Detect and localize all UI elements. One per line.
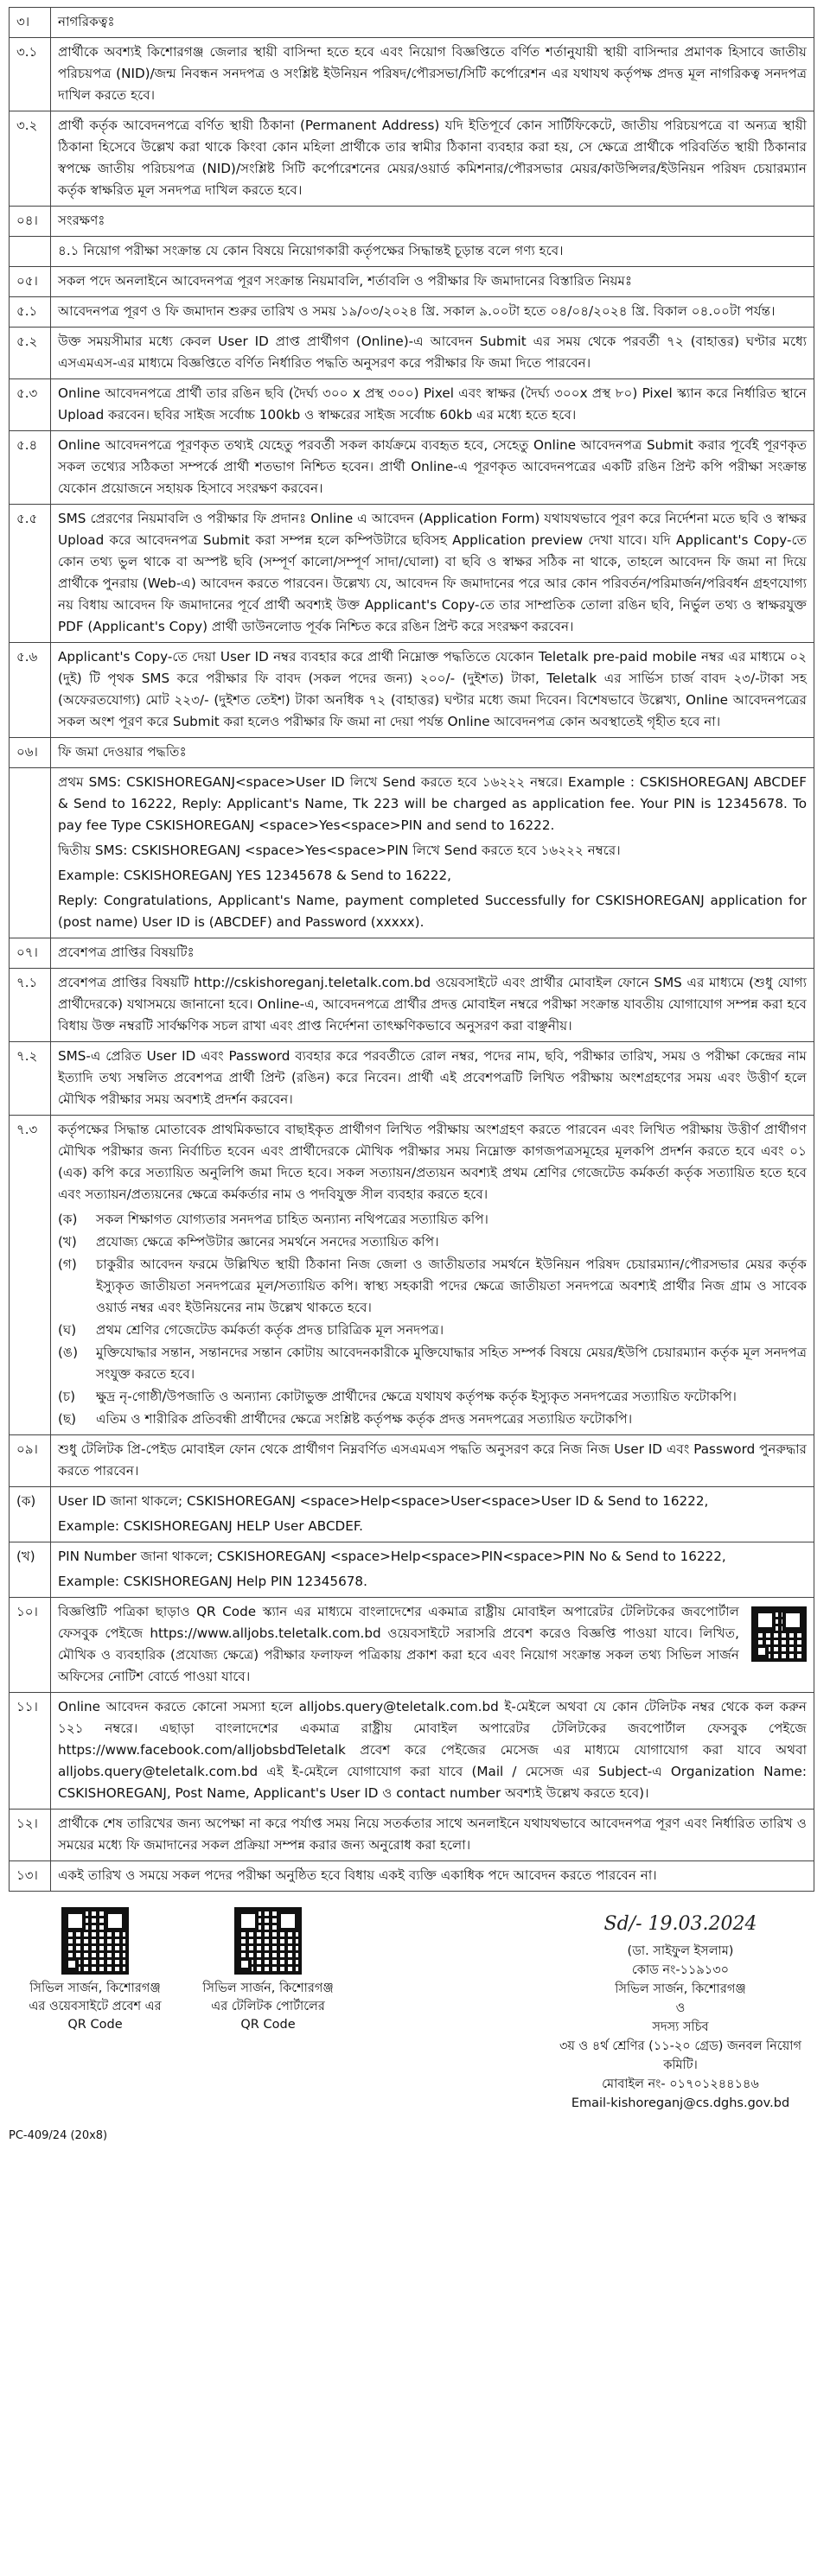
notice-row [10, 768, 814, 938]
paragraph: Example: CSKISHOREGANJ YES 12345678 & Send to 16222, [58, 868, 451, 883]
item-number: ৫.১ [10, 297, 51, 328]
sub-item-label: (গ) [58, 1256, 77, 1272]
item-number: (খ) [10, 1542, 51, 1598]
qr-label-line: QR Code [240, 2018, 296, 2032]
sub-item-label: (চ) [58, 1389, 76, 1404]
paragraph: প্রার্থীকে অবশ্যই কিশোরগঞ্জ জেলার স্থায়ী বাসিন্দা হতে হবে এবং নিয়োগ বিজ্ঞপ্তিতে বর্ণিত শর্তানুযায়ী স্থায়ী বাসিন্দার প্রমাণক হিসাবে জাতীয় পরিচয়পত্র (NID)/জন্ম নিবন্ধন সনদপত্র ও সংশ্লিষ্ট ইউনিয়ন পরিষদ/পৌরসভা/সিটি কর্পোরেশন এর যথাযথ কর্তৃপক্ষ প্রদত্ত মূল নাগরিকত্ব সনদপত্র দাখিল করতে হবে। [58, 44, 807, 103]
item-number: (ক) [10, 1487, 51, 1542]
signatory-line: সিভিল সার্জন, কিশোরগঞ্জ [615, 1982, 746, 1996]
sub-item [58, 1386, 807, 1408]
footer [9, 1907, 814, 2113]
paragraph: Reply: Congratulations, Applicant's Name, payment completed Successfully for CSKISHOREGANJ application for (post name) User ID is (ABCDEF) and Password (xxxxx). [58, 893, 807, 930]
paragraph: আবেদনপত্র পূরণ ও ফি জমাদান শুরুর তারিখ ও সময় ১৯/০৩/২০২৪ খ্রি. সকাল ৯.০০টা হতে ০৪/০৪/২০২৪ খ্রি. বিকাল ০৪.০০টা পর্যন্ত। [58, 303, 776, 319]
paragraph: Example: CSKISHOREGANJ Help PIN 12345678. [58, 1574, 367, 1589]
item-text [51, 505, 814, 643]
item-number: ৩.২ [10, 111, 51, 207]
item-number [10, 768, 51, 938]
paragraph: দ্বিতীয় SMS: CSKISHOREGANJ <space>Yes<space>PIN লিখে Send করতে হবে ১৬২২২ নম্বরে। [58, 843, 621, 858]
notice-row [10, 1861, 814, 1892]
notice-row [10, 643, 814, 738]
notice-row [10, 1693, 814, 1810]
sub-item-text: সকল শিক্ষাগত যোগ্যতার সনদপত্র চাহিত অন্যান্য নথিপত্রের সত্যায়িত কপি। [96, 1212, 488, 1227]
sub-item [58, 1342, 807, 1385]
paragraph: PIN Number জানা থাকলে; CSKISHOREGANJ <space>Help<space>PIN<space>PIN No & Send to 16222, [58, 1549, 726, 1564]
signature: Sd/- 19.03.2024 [603, 1913, 757, 1935]
paragraph: উক্ত সময়সীমার মধ্যে কেবল User ID প্রাপ্ত প্রার্থীগণ (Online)-এ আবেদন Submit এর সময় থেকে পরবর্তী ৭২ (বাহাত্তর) ঘণ্টার মধ্যে এসএমএস-এর মাধ্যমে বিজ্ঞপ্তিতে বর্ণিত নির্ধারিত পদ্ধতি অনুসরণ করে পরীক্ষার ফি জমা দিতে পারবেন। [58, 334, 807, 371]
sub-item [58, 1320, 807, 1341]
qr-label-line: এর ওয়েবসাইটে প্রবেশ এর [29, 2000, 162, 2013]
item-number: ৫.২ [10, 328, 51, 379]
notice-row [10, 1042, 814, 1116]
item-number: ৫.৩ [10, 379, 51, 431]
paragraph: সকল পদে অনলাইনে আবেদনপত্র পূরণ সংক্রান্ত নিয়মাবলি, শর্তাবলি ও পরীক্ষার ফি জমাদানের বিস্তারিত নিয়মঃ [58, 273, 633, 289]
sub-item [58, 1209, 807, 1231]
item-number: ১০। [10, 1598, 51, 1693]
qr-label-line: সিভিল সার্জন, কিশোরগঞ্জ [29, 1981, 161, 1995]
notice-table [9, 7, 814, 1892]
paragraph: প্রথম SMS: CSKISHOREGANJ<space>User ID লিখে Send করতে হবে ১৬২২২ নম্বরে। Example : CSKISHOREGANJ ABCDEF & Send to 16222, Reply: Applicant's Name, Tk 223 will be charged as application fee. Your PIN is 12345678. To pay fee Type CSKISHOREGANJ <space>Yes<space>PIN and send to 16222. [58, 774, 807, 833]
paragraph: Online আবেদনপত্রে পূরণকৃত তথ্যই যেহেতু পরবর্তী সকল কার্যক্রমে ব্যবহৃত হবে, সেহেতু Online আবেদনপত্র Submit করার পূর্বেই পূরণকৃত সকল তথ্যের সঠিকতা সম্পর্কে প্রার্থী শতভাগ নিশ্চিত হবেন। প্রার্থী Online-এ পূরণকৃত আবেদনপত্রের একটি রঙিন প্রিন্ট কপি পরীক্ষা সংক্রান্ত যেকোন প্রয়োজনে সহায়ক হিসাবে সংরক্ষণ করবেন। [58, 437, 807, 496]
item-number: ০৭। [10, 938, 51, 969]
sub-item-label: (ঘ) [58, 1322, 77, 1338]
sub-item-label: (খ) [58, 1234, 77, 1250]
notice-row [10, 938, 814, 969]
qr-code-icon[interactable] [61, 1907, 129, 1975]
signatory-line: মোবাইল নং- ০১৭০১২৪৪১৪৬ [602, 2077, 759, 2091]
notice-row [10, 237, 814, 267]
paragraph: Online আবেদন করতে কোনো সমস্যা হলে alljobs.query@teletalk.com.bd ই-মেইলে অথবা যে কোন টেলিটক নম্বর থেকে কল করুন ১২১ নম্বরে। এছাড়া বাংলাদেশের একমাত্র রাষ্ট্রীয় মোবাইল অপারেটর টেলিটকের জবপোর্টাল ফেসবুক পেইজে https://www.facebook.com/alljobsbdTeletalk প্রবেশ করে পেইজের মেসেজ এর মাধ্যমে যোগাযোগ করা যাবে অথবা alljobs.query@teletalk.com.bd এই ই-মেইলে যোগাযোগ করা যাবে (Mail / মেসেজ এর Subject-এ Organization Name: CSKISHOREGANJ, Post Name, Applicant's User ID ও contact number অবশ্যই উল্লেখ করতে হবে)। [58, 1699, 807, 1801]
item-text [51, 1598, 814, 1693]
sub-item-label: (ক) [58, 1212, 78, 1227]
item-text [51, 738, 814, 768]
qr-label-line: এর টেলিটক পোর্টালের [211, 2000, 325, 2013]
paragraph: Online আবেদনপত্রে প্রার্থী তার রঙিন ছবি (দৈর্ঘ্য ৩০০ x প্রস্থ ৩০০) Pixel এবং স্বাক্ষর (দৈর্ঘ্য ৩০০x প্রস্থ ৮০) Pixel স্ক্যান করে নির্ধারিত স্থানে Upload করবেন। ছবির সাইজ সর্বোচ্চ 100kb ও স্বাক্ষরের সাইজ সর্বোচ্চ 60kb এর মধ্যে হতে হবে। [58, 385, 807, 423]
notice-row [10, 207, 814, 237]
item-text [51, 38, 814, 111]
item-text [51, 1542, 814, 1598]
qr-label-line: সিভিল সার্জন, কিশোরগঞ্জ [202, 1981, 334, 1995]
notice-row [10, 1487, 814, 1542]
item-text [51, 643, 814, 738]
signatory-line: কোড নং-১১৯১৩০ [631, 1963, 730, 1977]
notice-row [10, 267, 814, 297]
qr-portal-block [182, 1907, 354, 2034]
notice-row [10, 1810, 814, 1861]
item-number: ৩। [10, 8, 51, 38]
item-number: ৫.৬ [10, 643, 51, 738]
notice-row [10, 1116, 814, 1435]
signatory-line: (ডা. সাইফুল ইসলাম) [627, 1944, 734, 1958]
paragraph: Applicant's Copy-তে দেয়া User ID নম্বর ব্যবহার করে প্রার্থী নিম্নোক্ত পদ্ধতিতে যেকোন Teletalk pre-paid mobile নম্বর এর মাধ্যমে ০২ (দুই) টি পৃথক SMS করে পরীক্ষার ফি বাবদ (সকল পদের জন্য) ২০০/- (দুইশত) টাকা, Teletalk এর সার্ভিস চার্জ বাবদ ২৩/-টাকা সহ (অফেরতযোগ্য) মোট ২২৩/- (দুইশত তেইশ) টাকা অনধিক ৭২ (বাহাত্তর) ঘণ্টার মধ্যে জমা দিবেন। বিশেষভাবে উল্লেখ্য, Online আবেদনপত্রের সকল অংশ পূরণ করে Submit করা হলেও পরীক্ষার ফি জমা না দেয়া পর্যন্ত Online আবেদনপত্র কোন অবস্থাতেই গৃহীত হবে না। [58, 649, 807, 729]
paragraph: প্রবেশপত্র প্রাপ্তির বিষয়টিঃ [58, 945, 195, 960]
item-number: ৭.২ [10, 1042, 51, 1116]
notice-row [10, 1598, 814, 1693]
item-text [51, 768, 814, 938]
notice-row [10, 505, 814, 643]
item-text [51, 1116, 814, 1435]
notice-row [10, 328, 814, 379]
sub-item-text: এতিম ও শারীরিক প্রতিবন্ধী প্রার্থীদের ক্ষেত্রে সংশ্লিষ্ট কর্তৃপক্ষ কর্তৃক প্রদত্ত সনদপত্রের সত্যায়িত ফটোকপি। [96, 1411, 633, 1427]
notice-row [10, 431, 814, 505]
signatory-line: সদস্য সচিব [652, 2020, 709, 2034]
paragraph: SMS প্রেরণের নিয়মাবলি ও পরীক্ষার ফি প্রদানঃ Online এ আবেদন (Application Form) যথাযথভাবে পূরণ করে নির্দেশনা মতে ছবি ও স্বাক্ষর Upload করে আবেদনপত্র Submit করা সম্পন্ন হলে কম্পিউটারে ছবিসহ Application preview দেখা যাবে। যদি Applicant's Copy-তে কোন তথ্য ভুল থাকে বা অস্পষ্ট ছবি (সম্পূর্ণ কালো/সম্পূর্ণ সাদা/ঘোলা) বা ছবি ও স্বাক্ষর সঠিক না থাকে, তাহলে আবেদন ফি জমা না দিয়ে প্রার্থীকে পুনরায় (Web-এ) আবেদন করতে পারবেন। উল্লেখ্য যে, আবেদন ফি জমাদানের পরে আর কোন পরিবর্তন/পরিমার্জন/পরিবর্ধন গ্রহণযোগ্য নয় বিধায় আবেদন ফি জমাদানের পূর্বে প্রার্থী অবশ্যই উক্ত Applicant's Copy-তে তার সাম্প্রতিক তোলা রঙিন ছবি, নির্ভুল তথ্য ও স্বাক্ষরযুক্ত PDF (Applicant's Copy) প্রার্থী ডাউনলোড পূর্বক নিশ্চিত করে রঙিন প্রিন্ট করে সংরক্ষণ করবেন। [58, 511, 807, 634]
item-number: ০৪। [10, 207, 51, 237]
paragraph: প্রার্থী কর্তৃক আবেদনপত্রে বর্ণিত স্থায়ী ঠিকানা (Permanent Address) যদি ইতিপূর্বে কোন সার্টিফিকেটে, জাতীয় পরিচয়পত্রে বা অন্যত্র স্থায়ী ঠিকানা হিসেবে উল্লেখ করা থাকে কিংবা কোন মহিলা প্রার্থীকে তার স্বামীর ঠিকানা ব্যবহার করা হয়, সে ক্ষেত্রে প্রার্থীকে পরিবর্তিত স্থায়ী ঠিকানার স্বপক্ষে জাতীয় পরিচয়পত্র (NID)/সংশ্লিষ্ট সিটি কর্পোরেশনের মেয়র/ওয়ার্ড কমিশনার/পৌরসভার মেয়র/কাউন্সিলর/ইউনিয়ন পরিষদ চেয়ারম্যান কর্তৃক স্বাক্ষরিত মূল সনদপত্র দাখিল করতে হবে। [58, 118, 807, 198]
sub-item-label: (ঙ) [58, 1345, 78, 1360]
item-text [51, 237, 814, 267]
item-number: ০৯। [10, 1435, 51, 1487]
item-text [51, 1435, 814, 1487]
item-number: ৫.৫ [10, 505, 51, 643]
signatory-line: ও [675, 2001, 686, 2015]
sub-item-text: প্রযোজ্য ক্ষেত্রে কম্পিউটার জ্ঞানের সমর্থনে সনদের সত্যায়িত কপি। [96, 1234, 439, 1250]
item-text [51, 267, 814, 297]
paragraph: বিজ্ঞপ্তিটি পত্রিকা ছাড়াও QR Code স্ক্যান এর মাধ্যমে বাংলাদেশের একমাত্র রাষ্ট্রীয় মোবাইল অপারেটর টেলিটকের জবপোর্টাল ফেসবুক পেইজে https://www.alljobs.teletalk.com.bd ওয়েবসাইটে সরাসরি প্রবেশ করেও বিজ্ঞপ্তি পাওয়া যাবে। লিখিত, মৌখিক ও ব্যবহারিক (প্রযোজ্য ক্ষেত্রে) পরীক্ষার ফলাফল পত্রিকায় প্রকাশ করা হবে এবং নিয়োগ সংক্রান্ত সকল তথ্য সিভিল সার্জন অফিসের নোটিশ বোর্ডে পাওয়া যাবে। [58, 1604, 739, 1684]
item-number: ৫.৪ [10, 431, 51, 505]
paragraph: সংরক্ষণঃ [58, 213, 105, 228]
item-text [51, 1693, 814, 1810]
paragraph: প্রার্থীকে শেষ তারিখের জন্য অপেক্ষা না করে পর্যাপ্ত সময় নিয়ে সতর্কতার সাথে অনলাইনে যথাযথভাবে আবেদনপত্র পূরণ এবং নির্ধারিত তারিখ ও সময়ের মধ্যে ফি জমাদানের সকল প্রক্রিয়া সম্পন্ন করার জন্য অনুরোধ করা হলো। [58, 1816, 807, 1853]
paragraph: কর্তৃপক্ষের সিদ্ধান্ত মোতাবেক প্রাথমিকভাবে বাছাইকৃত প্রার্থীগণ লিখিত পরীক্ষায় অংশগ্রহণ করতে পারবেন এবং লিখিত পরীক্ষায় উত্তীর্ণ প্রার্থীগণ মৌখিক পরীক্ষার জন্য নির্বাচিত হবেন এবং প্রার্থীদেরকে মৌখিক পরীক্ষার সময় নিম্নোক্ত কাগজপত্রসমূহের মূলকপি প্রদর্শন করতে হবে এবং ০১ (এক) কপি করে সত্যায়িত অনুলিপি জমা দিতে হবে। সকল সত্যায়ন/প্রত্যয়ন অবশ্যই প্রথম শ্রেণির গেজেটেড কর্মকর্তা কর্তৃক সত্যায়িত হতে হবে এবং সত্যায়ন/প্রত্যয়নের ক্ষেত্রে কর্মকর্তার নাম ও পদবিযুক্ত সীল ব্যবহার করতে হবে। [58, 1122, 807, 1202]
item-text [51, 207, 814, 237]
item-text [51, 1861, 814, 1892]
item-number [10, 237, 51, 267]
paragraph: একই তারিখ ও সময়ে সকল পদের পরীক্ষা অনুষ্ঠিত হবে বিধায় একই ব্যক্তি একাধিক পদে আবেদন করতে পারবেন না। [58, 1867, 657, 1883]
qr-website-block [9, 1907, 182, 2034]
signature-block [555, 1907, 814, 2113]
notice-row [10, 379, 814, 431]
signatory-line: ৩য় ও ৪র্থ শ্রেণির (১১-২০ গ্রেড) জনবল নিয়োগ কমিটি। [559, 2039, 802, 2072]
paragraph: ৪.১ নিয়োগ পরীক্ষা সংক্রান্ত যে কোন বিষয়ে নিয়োগকারী কর্তৃপক্ষের সিদ্ধান্তই চূড়ান্ত বলে গণ্য হবে। [58, 243, 564, 258]
item-text [51, 297, 814, 328]
qr-code-icon[interactable] [751, 1606, 807, 1662]
paragraph: ফি জমা দেওয়ার পদ্ধতিঃ [58, 744, 187, 760]
sub-item-text: ক্ষুদ্র নৃ-গোষ্ঠী/উপজাতি ও অন্যান্য কোটাভুক্ত প্রার্থীদের ক্ষেত্রে যথাযথ কর্তৃপক্ষ কর্তৃক ইস্যুকৃত সনদপত্রের সত্যায়িত ফটোকপি। [96, 1389, 737, 1404]
item-text [51, 1810, 814, 1861]
sub-item [58, 1231, 807, 1253]
item-number: ১২। [10, 1810, 51, 1861]
item-text [51, 969, 814, 1042]
item-number: ৩.১ [10, 38, 51, 111]
notice-row [10, 111, 814, 207]
notice-row [10, 1542, 814, 1598]
paragraph: User ID জানা থাকলে; CSKISHOREGANJ <space>Help<space>User<space>User ID & Send to 16222, [58, 1493, 709, 1509]
item-text [51, 379, 814, 431]
notice-row [10, 969, 814, 1042]
notice-row [10, 38, 814, 111]
paragraph: Example: CSKISHOREGANJ HELP User ABCDEF. [58, 1518, 363, 1534]
item-number: ১৩। [10, 1861, 51, 1892]
paragraph: নাগরিকত্বঃ [58, 14, 115, 29]
item-text [51, 938, 814, 969]
notice-row [10, 297, 814, 328]
sub-item-text: প্রথম শ্রেণির গেজেটেড কর্মকর্তা কর্তৃক প্রদত্ত চারিত্রিক মূল সনদপত্র। [96, 1322, 444, 1338]
sub-item [58, 1409, 807, 1430]
item-number: ০৫। [10, 267, 51, 297]
item-text [51, 111, 814, 207]
item-text [51, 431, 814, 505]
paragraph: প্রবেশপত্র প্রাপ্তির বিষয়টি http://cskishoreganj.teletalk.com.bd ওয়েবসাইটে এবং প্রার্থীর মোবাইল ফোনে SMS এর মাধ্যমে (শুধু যোগ্য প্রার্থীদেরকে) যথাসময়ে জানানো হবে। Online-এ, আবেদনপত্রে প্রার্থীর প্রদত্ত মোবাইল নম্বরে পরীক্ষা সংক্রান্ত যাবতীয় যোগাযোগ সম্পন্ন করা হবে বিধায় উক্ত নম্বরটি সার্বক্ষণিক সচল রাখা এবং প্রাপ্ত নির্দেশনা তাৎক্ষণিকভাবে অনুসরণ করা বাঞ্ছনীয়। [58, 975, 807, 1034]
item-number: ৭.১ [10, 969, 51, 1042]
paragraph: SMS-এ প্রেরিত User ID এবং Password ব্যবহার করে পরবর্তীতে রোল নম্বর, পদের নাম, ছবি, পরীক্ষার তারিখ, সময় ও পরীক্ষা কেন্দ্রের নাম ইত্যাদি তথ্য সম্বলিত প্রবেশপত্র প্রার্থী প্রিন্ট (রঙিন) করে নিবেন। প্রার্থী এই প্রবেশপত্রটি লিখিত পরীক্ষায় অংশগ্রহণের সময় এবং উত্তীর্ণ হলে মৌখিক পরীক্ষার সময় অবশ্যই প্রদর্শন করবেন। [58, 1048, 807, 1107]
item-number: ০৬। [10, 738, 51, 768]
sub-item-text: চাকুরীর আবেদন ফরমে উল্লিখিত স্থায়ী ঠিকানা নিজ জেলা ও জাতীয়তার সমর্থনে ইউনিয়ন পরিষদ চেয়ারম্যান/পৌরসভার মেয়র কর্তৃক ইস্যুকৃত জাতীয়তা সনদপত্রের মূল/সত্যায়িত কপি। স্বাস্থ্য সহকারী পদের ক্ষেত্রে জাতীয়তা সনদপত্রে অবশ্যই প্রার্থীর নিজ গ্রাম ও সাবেক ওয়ার্ড নম্বর এবং ইউনিয়নের নাম উল্লেখ থাকতে হবে। [96, 1256, 807, 1315]
qr-label-line: QR Code [67, 2018, 123, 2032]
paragraph: শুধু টেলিটক প্রি-পেইড মোবাইল ফোন থেকে প্রার্থীগণ নিম্নবর্ণিত এসএমএস পদ্ধতি অনুসরণ করে নিজ নিজ User ID এবং Password পুনরুদ্ধার করতে পারবেন। [58, 1441, 807, 1479]
item-number: ৭.৩ [10, 1116, 51, 1435]
sub-item [58, 1254, 807, 1319]
sub-item-text: মুক্তিযোদ্ধার সন্তান, সন্তানদের সন্তান কোটায় আবেদনকারীকে মুক্তিযোদ্ধার সহিত সম্পর্ক বিষয়ে মেয়র/ইউপি চেয়ারম্যান কর্তৃক মূল সনদপত্র সংযুক্ত করতে হবে। [96, 1345, 807, 1382]
notice-row [10, 1435, 814, 1487]
notice-row [10, 8, 814, 38]
item-number: ১১। [10, 1693, 51, 1810]
item-text [51, 8, 814, 38]
sub-item-label: (ছ) [58, 1411, 77, 1427]
item-text [51, 1487, 814, 1542]
notice-row [10, 738, 814, 768]
signatory-line: Email-kishoreganj@cs.dghs.gov.bd [571, 2096, 790, 2110]
item-text [51, 1042, 814, 1116]
item-text [51, 328, 814, 379]
pc-number: PC-409/24 (20x8) [9, 2129, 108, 2142]
qr-code-icon[interactable] [234, 1907, 302, 1975]
